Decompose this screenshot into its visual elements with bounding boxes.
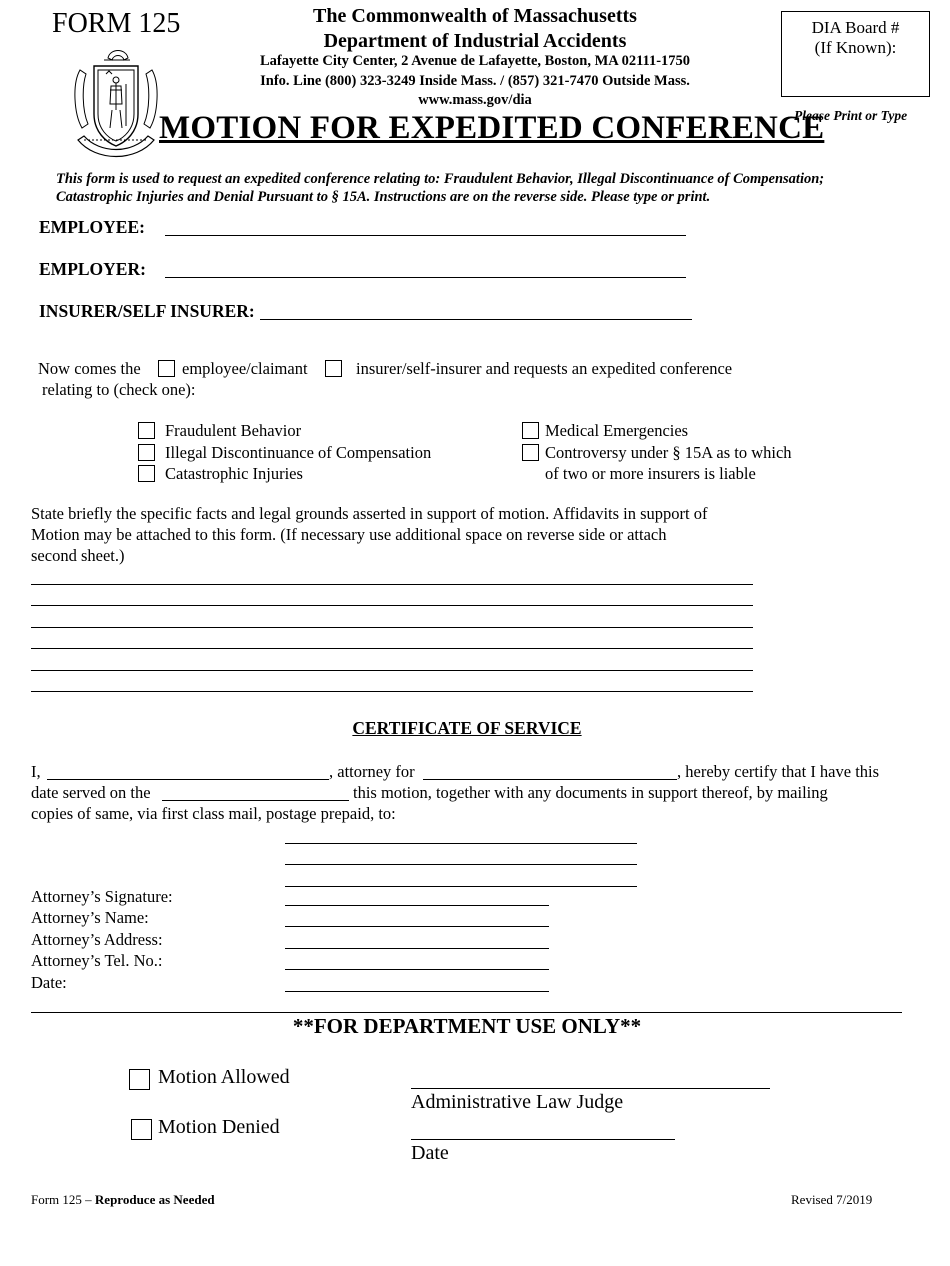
agency-line-2: Department of Industrial Accidents [323, 30, 627, 52]
certifying-attorney-field[interactable] [47, 779, 329, 780]
form-number: FORM 125 [52, 8, 181, 39]
illegal-discontinuance-checkbox[interactable] [138, 444, 155, 461]
judge-label: Administrative Law Judge [411, 1091, 624, 1113]
facts-input-line[interactable] [31, 584, 753, 585]
certificate-i: I, [31, 762, 41, 781]
info-line: Info. Line (800) 323-3249 Inside Mass. / (857) 321-7470 Outside Mass. [260, 73, 690, 89]
attorney-signature-label: Attorney’s Signature: [31, 887, 173, 906]
department-date-field[interactable] [411, 1139, 675, 1140]
print-note: Please Print or Type [794, 108, 908, 123]
certificate-heading: CERTIFICATE OF SERVICE [352, 718, 582, 738]
certificate-date-field[interactable] [285, 991, 549, 992]
website: www.mass.gov/dia [418, 92, 532, 108]
certificate-date-label: Date: [31, 973, 67, 992]
facts-line-1: State briefly the specific facts and legal grounds asserted in support of motion. Affidavits in support of [31, 504, 708, 523]
board-number-sublabel: (If Known): [814, 38, 897, 57]
certificate-line-3: copies of same, via first class mail, postage prepaid, to: [31, 804, 396, 823]
facts-line-3: second sheet.) [31, 546, 125, 565]
facts-input-line[interactable] [31, 670, 753, 671]
footer-form-note [31, 1192, 215, 1208]
motion-allowed-label: Motion Allowed [158, 1066, 290, 1088]
employee-field[interactable] [165, 235, 686, 236]
catastrophic-injuries-label: Catastrophic Injuries [165, 464, 303, 483]
medical-emergencies-checkbox[interactable] [522, 422, 539, 439]
board-number-box[interactable] [781, 11, 930, 97]
attorney-name-field[interactable] [285, 926, 549, 927]
motion-denied-checkbox[interactable] [131, 1119, 152, 1140]
footer-revised: Revised 7/2019 [791, 1192, 873, 1207]
fraudulent-behavior-checkbox[interactable] [138, 422, 155, 439]
department-date-label: Date [411, 1142, 449, 1164]
controversy-15a-checkbox[interactable] [522, 444, 539, 461]
insurer-label: INSURER/SELF INSURER: [39, 301, 255, 321]
board-number-label: DIA Board # [811, 18, 900, 37]
served-date-field[interactable] [162, 800, 349, 801]
facts-line-2: Motion may be attached to this form. (If necessary use additional space on reverse side or attach [31, 525, 667, 544]
attorney-tel-label: Attorney’s Tel. No.: [31, 951, 163, 970]
attorney-address-field[interactable] [285, 948, 549, 949]
facts-input-line[interactable] [31, 605, 753, 606]
certificate-attorney-for: , attorney for [329, 762, 415, 781]
request-line-2: relating to (check one): [42, 380, 196, 399]
attorney-tel-field[interactable] [285, 969, 549, 970]
controversy-15a-label-cont: of two or more insurers is liable [545, 464, 756, 483]
facts-input-line[interactable] [31, 691, 753, 692]
recipient-line[interactable] [285, 864, 637, 865]
insurer-self-insurer-checkbox[interactable] [325, 360, 342, 377]
medical-emergencies-label: Medical Emergencies [545, 421, 689, 440]
attorney-for-field[interactable] [423, 779, 677, 780]
attorney-name-label: Attorney’s Name: [31, 908, 149, 927]
agency-line-1: The Commonwealth of Massachusetts [313, 5, 637, 27]
employer-field[interactable] [165, 277, 686, 278]
motion-denied-label: Motion Denied [158, 1116, 280, 1138]
agency-address: Lafayette City Center, 2 Avenue de Lafayette, Boston, MA 02111-1750 [259, 53, 691, 69]
fraudulent-behavior-label: Fraudulent Behavior [165, 421, 302, 440]
intro-line-2: Catastrophic Injuries and Denial Pursuant to § 15A. Instructions are on the reverse side. Please type or print. [56, 189, 711, 205]
footer-reproduce: Reproduce as Needed [94, 1192, 215, 1207]
motion-allowed-checkbox[interactable] [129, 1069, 150, 1090]
recipient-line[interactable] [285, 843, 637, 844]
certificate-date-served: date served on the [31, 783, 151, 802]
facts-input-line[interactable] [31, 648, 753, 649]
footer-form-prefix: Form 125 – [31, 1192, 95, 1207]
facts-input-line[interactable] [31, 627, 753, 628]
page-title: MOTION FOR EXPEDITED CONFERENCE [159, 110, 825, 146]
employee-claimant-label: employee/claimant [182, 359, 308, 378]
attorney-address-label: Attorney’s Address: [31, 930, 163, 949]
request-prefix: Now comes the [38, 359, 141, 378]
department-use-heading: **FOR DEPARTMENT USE ONLY** [292, 1014, 642, 1038]
employer-label: EMPLOYER: [39, 259, 146, 279]
attorney-signature-field[interactable] [285, 905, 549, 906]
insurer-self-insurer-label: insurer/self-insurer and requests an expedited conference [356, 359, 733, 378]
employee-label: EMPLOYEE: [39, 217, 145, 237]
insurer-field[interactable] [260, 319, 692, 320]
catastrophic-injuries-checkbox[interactable] [138, 465, 155, 482]
employee-claimant-checkbox[interactable] [158, 360, 175, 377]
certificate-hereby: , hereby certify that I have this [677, 762, 880, 781]
judge-signature-field[interactable] [411, 1088, 770, 1089]
section-divider [31, 1012, 902, 1013]
recipient-line[interactable] [285, 886, 637, 887]
controversy-15a-label: Controversy under § 15A as to which [545, 443, 792, 462]
illegal-discontinuance-label: Illegal Discontinuance of Compensation [165, 443, 432, 462]
intro-line-1: This form is used to request an expedited conference relating to: Fraudulent Behavior, Illegal Discontinuance of Compensation; [56, 171, 825, 187]
certificate-line-2: this motion, together with any documents in support thereof, by mailing [353, 783, 828, 802]
